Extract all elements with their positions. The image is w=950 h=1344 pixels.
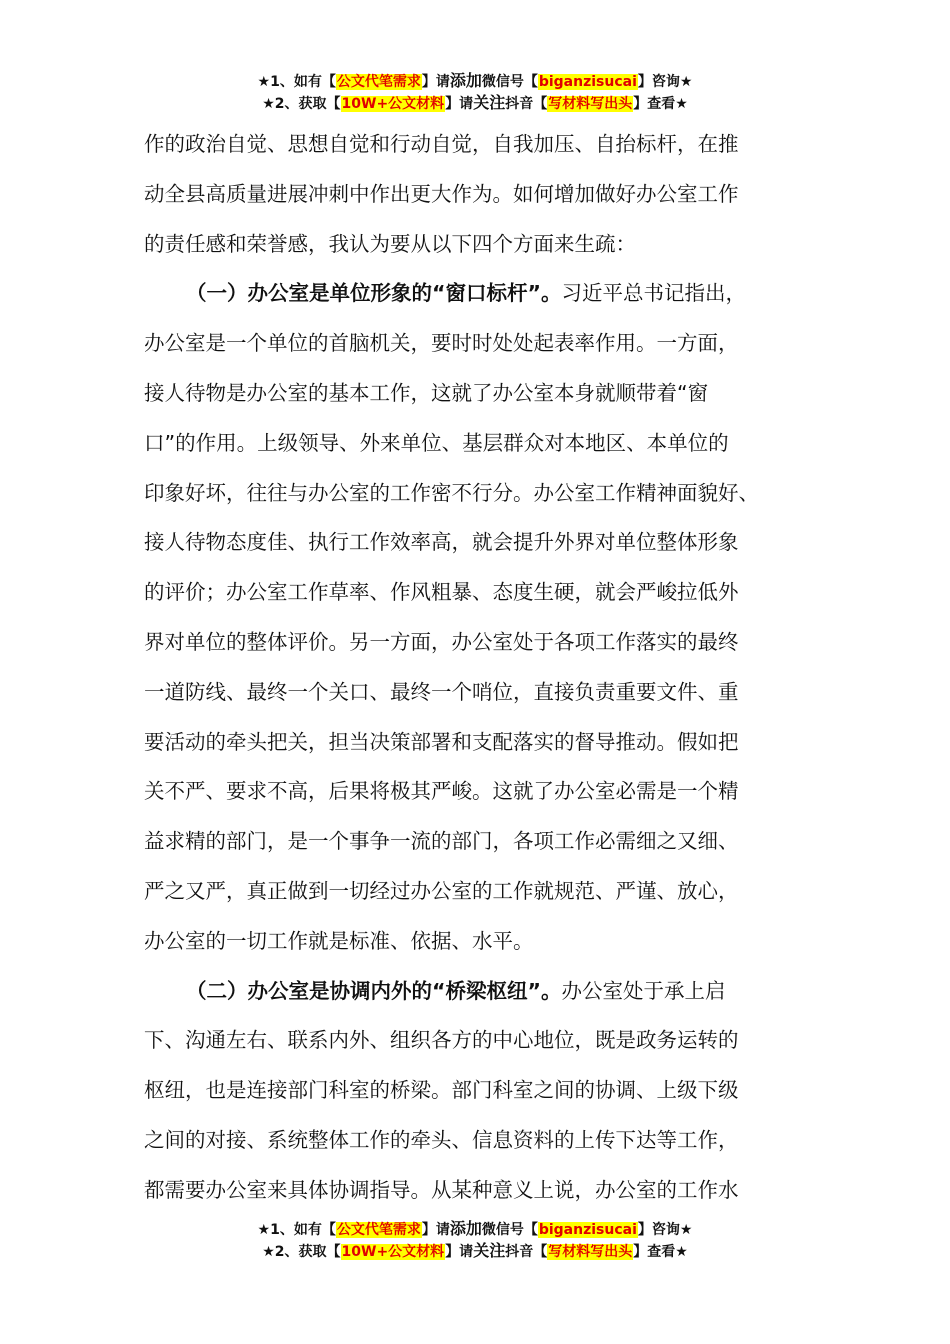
banner-line-2	[0, 92, 950, 114]
banner-text: ★2、获取【	[262, 1244, 341, 1260]
body-line: 办公室的一切工作就是标准、依据、水平。	[144, 928, 534, 953]
banner-text: 】请	[445, 1244, 474, 1260]
body-line: 办公室是一个单位的首脑机关，要时时处处起表率作用。一方面，	[144, 331, 739, 356]
body-line: 接人待物是办公室的基本工作，这就了办公室本身就顺带着“窗	[144, 380, 709, 405]
body-line: 印象好坏，往往与办公室的工作密不行分。办公室工作精神面貌好、	[144, 480, 759, 505]
footer-banner	[0, 1218, 950, 1262]
highlight-materials: 10W+公文材料	[341, 1244, 445, 1260]
banner-line-2	[0, 1240, 950, 1262]
banner-text: 微信号【	[481, 1222, 538, 1238]
body-line: 枢纽，也是连接部门科室的桥梁。部门科室之间的协调、上级下级	[144, 1078, 739, 1103]
highlight-wechat-id: biganzisucai	[538, 1222, 637, 1238]
banner-emphasis: 添加	[449, 1219, 482, 1238]
highlight-wechat-id: biganzisucai	[538, 74, 637, 90]
section-title: （一）办公室是单位形象的“窗口标杆”。	[186, 281, 562, 306]
banner-text: 微信号【	[481, 74, 538, 90]
body-line: 要活动的牵头把关，担当决策部署和支配落实的督导推动。假如把	[144, 729, 739, 754]
body-line: 严之又严，真正做到一切经过办公室的工作就规范、严谨、放心，	[144, 878, 739, 903]
banner-line-1	[0, 1218, 950, 1240]
banner-text: ★1、如有【	[257, 1222, 336, 1238]
highlight-ghostwriting: 公文代笔需求	[336, 1222, 421, 1238]
banner-text: 】查看★	[633, 1244, 688, 1260]
body-line: 关不严、要求不高，后果将极其严峻。这就了办公室必需是一个精	[144, 779, 739, 804]
banner-text: 】请	[421, 74, 450, 90]
banner-emphasis: 关注	[473, 93, 506, 112]
body-line: 都需要办公室来具体协调指导。从某种意义上说，办公室的工作水	[144, 1177, 739, 1202]
header-banner	[0, 70, 950, 114]
highlight-materials: 10W+公文材料	[341, 96, 445, 112]
highlight-douyin: 写材料写出头	[548, 1244, 633, 1260]
banner-text: 】咨询★	[637, 1222, 693, 1238]
body-line: 益求精的部门，是一个事争一流的部门，各项工作必需细之又细、	[144, 829, 739, 854]
section-heading-1	[144, 269, 834, 319]
highlight-douyin: 写材料写出头	[548, 96, 633, 112]
body-line: 的评价；办公室工作草率、作风粗暴、态度生硬，就会严峻拉低外	[144, 580, 739, 605]
banner-text: 抖音【	[505, 96, 548, 112]
banner-line-1	[0, 70, 950, 92]
banner-emphasis: 关注	[473, 1241, 506, 1260]
banner-text: 】查看★	[633, 96, 688, 112]
body-line: 作的政治自觉、思想自觉和行动自觉，自我加压、自抬标杆，在推	[144, 132, 739, 156]
banner-text: 】请	[421, 1222, 450, 1238]
body-line: 的责任感和荣誉感，我认为要从以下四个方面来生疏：	[144, 231, 636, 256]
body-text: 办公室处于承上启	[561, 978, 726, 1003]
banner-text: 】咨询★	[637, 74, 693, 90]
banner-emphasis: 添加	[449, 71, 482, 90]
document-body	[144, 120, 834, 1216]
section-title: （二）办公室是协调内外的“桥梁枢纽”。	[186, 978, 562, 1003]
body-line: 界对单位的整体评价。另一方面，办公室处于各项工作落实的最终	[144, 629, 739, 654]
banner-text: ★2、获取【	[262, 96, 341, 112]
body-text: 习近平总书记指出，	[561, 281, 746, 306]
body-line: 动全县高质量进展冲刺中作出更大作为。如何增加做好办公室工作	[144, 181, 739, 206]
banner-text: 】请	[445, 96, 474, 112]
section-heading-2	[144, 967, 834, 1017]
body-line: 口”的作用。上级领导、外来单位、基层群众对本地区、本单位的	[144, 430, 729, 455]
banner-text: ★1、如有【	[257, 74, 336, 90]
body-line: 下、沟通左右、联系内外、组织各方的中心地位，既是政务运转的	[144, 1028, 739, 1053]
highlight-ghostwriting: 公文代笔需求	[336, 74, 421, 90]
body-line: 一道防线、最终一个关口、最终一个哨位，直接负责重要文件、重	[144, 679, 739, 704]
body-line: 之间的对接、系统整体工作的牵头、信息资料的上传下达等工作，	[144, 1127, 739, 1152]
banner-text: 抖音【	[505, 1244, 548, 1260]
body-line: 接人待物态度佳、执行工作效率高，就会提升外界对单位整体形象	[144, 530, 739, 555]
